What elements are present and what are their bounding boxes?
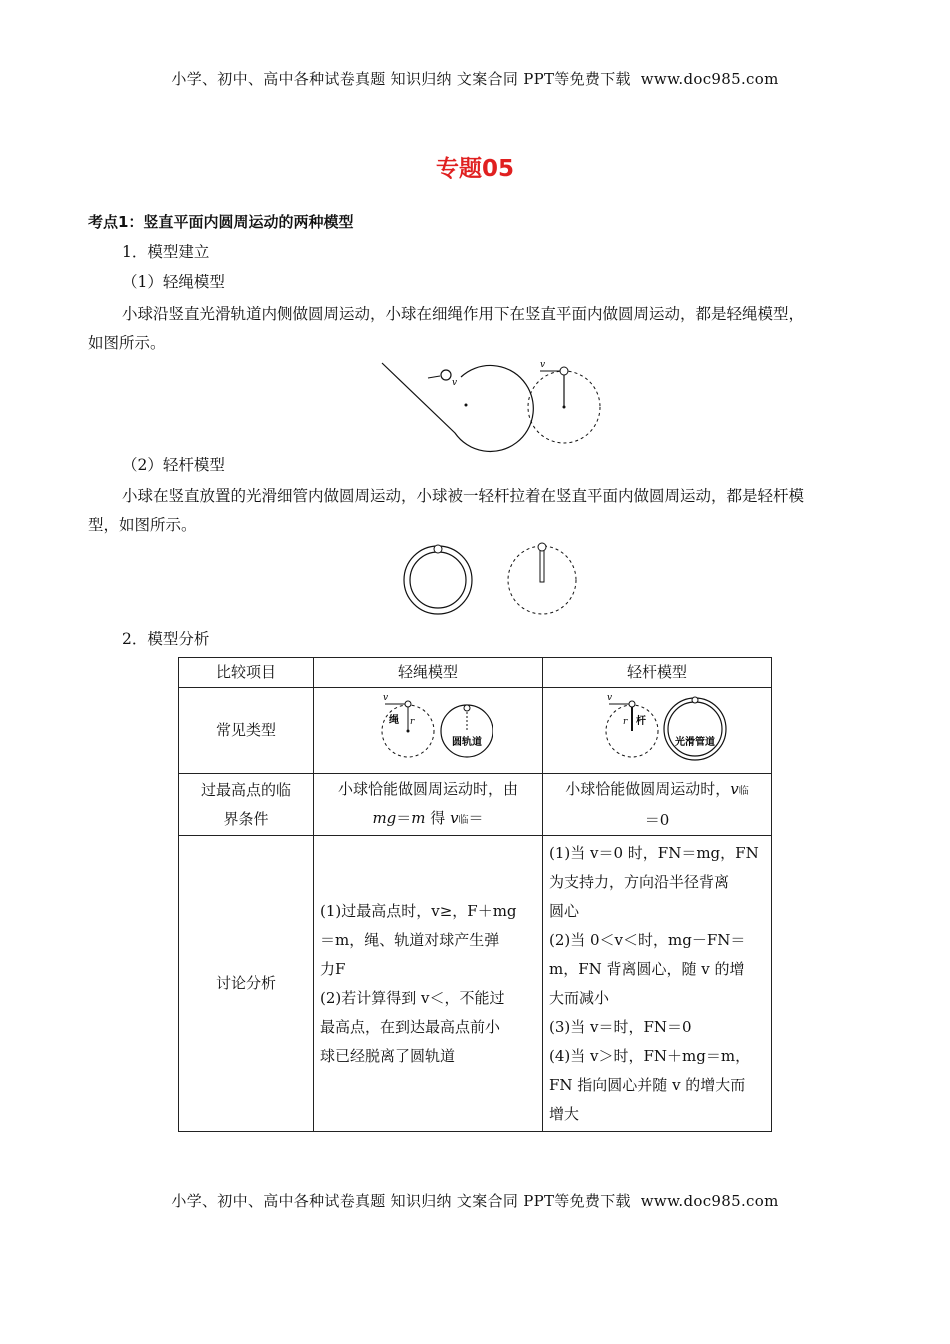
cell-line: 为支持力，方向沿半径背离 [549, 872, 730, 891]
center-dot [465, 404, 468, 407]
radius-label: r [410, 716, 415, 727]
cell-line: FN 指向圆心并随 v 的增大而 [549, 1075, 746, 1094]
header-text: 小学、初中、高中各种试卷真题 知识归纳 文案合同 PPT等免费下载 [171, 70, 631, 88]
cell-line: 球已经脱离了圆轨道 [320, 1046, 456, 1065]
rope-diagram [528, 360, 600, 443]
header-url[interactable]: www.doc985.com [640, 70, 779, 88]
cell-line: ＝m，绳、轨道对球产生弹 [320, 930, 500, 949]
cell-line: (2)若计算得到 v＜，不能过 [320, 988, 505, 1007]
formula-part: v [730, 779, 739, 798]
row-label-line: 界条件 [223, 809, 269, 828]
cell-line: 最高点，在到达最高点前小 [320, 1017, 501, 1036]
cell-line: 增大 [549, 1104, 580, 1123]
rod-types-figure [587, 691, 727, 761]
footer-url[interactable]: www.doc985.com [640, 1192, 779, 1210]
rod-diagram [508, 543, 576, 614]
velocity-label: v [452, 378, 458, 388]
formula-part: 得 [425, 808, 451, 827]
paragraph-rope-2: 如图所示。 [88, 334, 166, 352]
row-label: 常见类型 [179, 688, 314, 774]
paragraph-rod-1: 小球在竖直放置的光滑细管内做圆周运动，小球被一轻杆拉着在竖直平面内做圆周运动，都是轻杆模 [122, 487, 805, 505]
row-label [179, 774, 314, 836]
radius-label: r [623, 716, 628, 727]
cell-line: 力F [320, 959, 346, 978]
rod-model-figure [400, 540, 590, 620]
header-cell: 比较项目 [179, 658, 314, 688]
formula-part: 临 [738, 785, 749, 797]
footer-text: 小学、初中、高中各种试卷真题 知识归纳 文案合同 PPT等免费下载 [171, 1192, 631, 1210]
paragraph-rod-2: 型，如图所示。 [88, 516, 197, 534]
rope-analysis-cell [314, 836, 543, 1132]
formula-part: 临 [458, 814, 469, 826]
formula-part: ＝ [468, 808, 484, 827]
tube-diagram [404, 545, 472, 614]
rope-label: 绳 [389, 714, 399, 726]
cell-line: 圆心 [549, 901, 580, 920]
table-row [179, 774, 772, 836]
cell-line: 小球恰能做圆周运动时，由 [337, 779, 518, 798]
rod-label: 杆 [636, 715, 646, 727]
subsection-1: 1．模型建立 [122, 243, 210, 261]
cell-line: 大而减小 [549, 988, 610, 1007]
cell-line: (4)当 v＞时，FN＋mg＝m， [549, 1046, 751, 1065]
rod-critical-cell [543, 774, 772, 836]
table-row [179, 688, 772, 774]
tube-label: 光滑管道 [675, 736, 715, 748]
subsection-1a: （1）轻绳模型 [122, 273, 225, 291]
comparison-table [178, 657, 772, 1132]
row-label-line: 过最高点的临 [200, 780, 291, 799]
subsection-1b: （2）轻杆模型 [122, 456, 225, 474]
formula-part: m [411, 808, 426, 827]
track-label: 圆轨道 [452, 736, 482, 748]
section-title: 考点1：竖直平面内圆周运动的两种模型 [88, 213, 354, 231]
row-label: 讨论分析 [179, 836, 314, 1132]
cell-line [320, 804, 536, 835]
formula-part: 小球恰能做圆周运动时， [565, 779, 731, 798]
rope-types-cell [314, 688, 543, 774]
cell-line: (2)当 0＜v＜时，mg－FN＝ [549, 930, 746, 949]
track-diagram [382, 363, 533, 451]
rope-types-figure [363, 691, 493, 761]
paragraph-rope-1: 小球沿竖直光滑轨道内侧做圆周运动，小球在细绳作用下在竖直平面内做圆周运动，都是轻绳模型， [122, 305, 805, 323]
velocity-label: v [607, 692, 613, 703]
rod-analysis-cell [543, 836, 772, 1132]
rope-model-figure [380, 355, 610, 460]
rope-critical-cell [314, 774, 543, 836]
cell-line: m，FN 背离圆心，随 v 的增 [549, 959, 745, 978]
cell-line: (1)过最高点时，v≥，F＋mg [320, 901, 517, 920]
table-header-row [179, 658, 772, 688]
velocity-arrow [428, 376, 440, 378]
cell-line: (1)当 v＝0 时，FN＝mg，FN [549, 843, 759, 862]
formula-part: ＝ [396, 808, 412, 827]
table-row [179, 836, 772, 1132]
header-cell: 轻绳模型 [314, 658, 543, 688]
header-cell: 轻杆模型 [543, 658, 772, 688]
cell-line [549, 775, 765, 806]
page-title: 专题05 [435, 156, 514, 182]
subsection-2: 2．模型分析 [122, 630, 210, 648]
page-footer [0, 1190, 950, 1211]
velocity-label: v [383, 692, 389, 703]
formula-part: mg [372, 808, 397, 827]
page-header [0, 68, 950, 89]
formula-part: v [450, 808, 459, 827]
velocity-label: v [540, 360, 546, 370]
rod-types-cell [543, 688, 772, 774]
cell-line: ＝0 [644, 810, 670, 829]
cell-line: (3)当 v＝时，FN＝0 [549, 1017, 692, 1036]
